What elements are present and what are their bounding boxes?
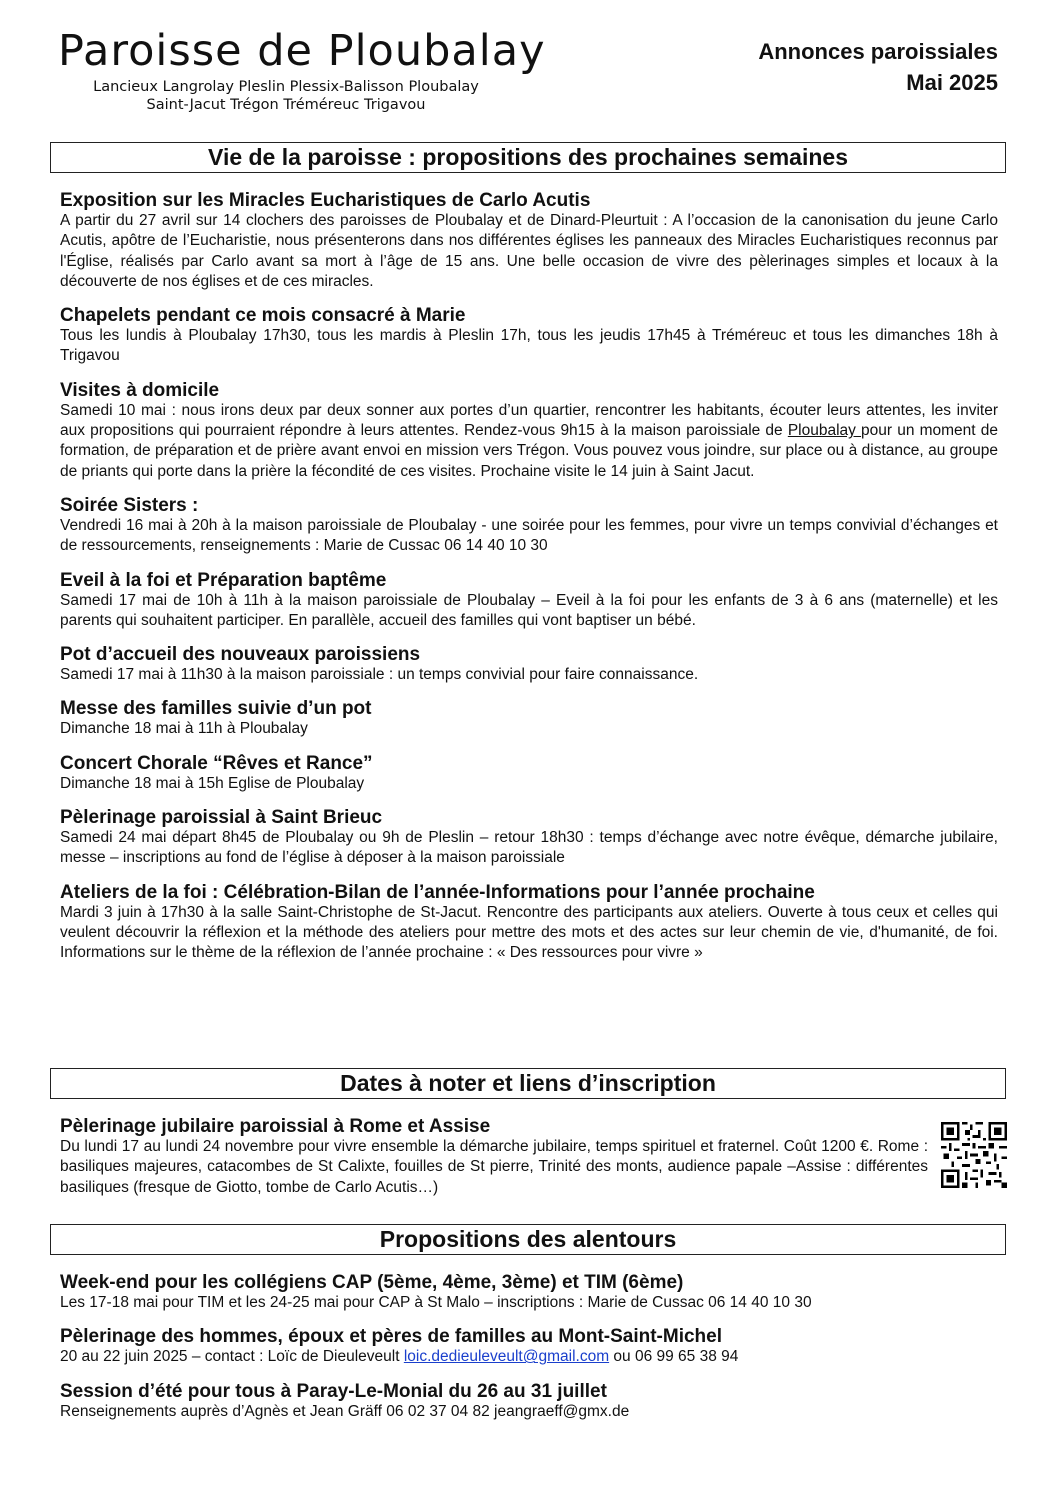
announcement-item <box>60 698 998 739</box>
announcement-text <box>60 401 998 482</box>
section-heading-nearby: Propositions des alentours <box>50 1224 1006 1255</box>
section-heading-parish-life: Vie de la paroisse : propositions des prochaines semaines <box>50 142 1006 173</box>
page-header <box>0 0 1058 130</box>
announcement-text: Vendredi 16 mai à 20h à la maison paroissiale de Ploubalay - une soirée pour les femmes, pour vivre un temps convivial d’échanges et de ressourcements, renseignements : Marie de Cussac 06 14 40 10 30 <box>60 516 998 555</box>
announcement-text: Samedi 17 mai de 10h à 11h à la maison paroissiale de Ploubalay – Eveil à la foi pour les enfants de 3 à 6 ans (maternelle) et les parents qui souhaitent participer. En parallèle, accueil des familles qui vont baptiser un bébé. <box>60 591 998 629</box>
announcement-item <box>60 1326 998 1367</box>
announcement-text: Du lundi 17 au lundi 24 novembre pour vivre ensemble la démarche jubilaire, temps spirituel et fraternel. Coût 1200 €. Rome : basiliques majeures, catacombes de St Calixte, fouilles de St pierre, Trinité des monts, audience papale –Assise : différentes basiliques (fresque de Giotto, tombe de Carlo Acutis…) <box>60 1138 928 1196</box>
document-title: Annonces paroissiales <box>758 39 998 64</box>
document-date: Mai 2025 <box>906 70 998 95</box>
section-dates <box>60 1116 928 1211</box>
announcement-text: Dimanche 18 mai à 15h Eglise de Ploubalay <box>60 774 365 792</box>
announcement-text: Renseignements auprès d’Agnès et Jean Gräff 06 02 37 04 82 jeangraeff@gmx.de <box>60 1402 630 1420</box>
section-heading-dates: Dates à noter et liens d’inscription <box>50 1068 1006 1099</box>
announcement-title: Pèlerinage paroissial à Saint Brieuc <box>60 807 383 829</box>
section-nearby <box>60 1272 998 1435</box>
announcement-title: Visites à domicile <box>60 379 220 401</box>
announcement-title: Session d’été pour tous à Paray-Le-Monial du 26 au 31 juillet <box>60 1380 607 1402</box>
announcement-text-part: Samedi 10 mai : nous irons deux par deux sonner aux portes d’un quartier, rencontrer les habitants, écouter leurs attentes, les inviter aux propositions qui pourraient répondre à leurs attentes. Rendez-vous 9h15 à la maison paroissiale de <box>60 401 998 440</box>
announcement-title: Pèlerinage des hommes, époux et pères de familles au Mont-Saint-Michel <box>60 1326 723 1348</box>
email-link[interactable]: loic.dedieuleveult@gmail.com <box>403 1348 610 1366</box>
parish-towns-line1: Lancieux Langrolay Pleslin Plessix-Balisson Ploubalay <box>93 79 479 95</box>
announcement-title: Week-end pour les collégiens CAP (5ème, 4ème, 3ème) et TIM (6ème) <box>60 1272 684 1293</box>
announcement-title: Chapelets pendant ce mois consacré à Marie <box>60 305 466 327</box>
announcement-item <box>60 753 998 794</box>
section-parish-life <box>60 190 998 977</box>
qr-code-icon[interactable] <box>941 1122 1007 1188</box>
announcement-text-part: 20 au 22 juin 2025 – contact : Loïc de Dieuleveult <box>60 1348 404 1366</box>
announcement-text: Mardi 3 juin à 17h30 à la salle Saint-Christophe de St-Jacut. Rencontre des participants aux ateliers. Ouverte à tous ceux et celles qui veulent découvrir la réflexion et la méthode des ateliers pour mettre des mots et des actes sur leur chemin de vie, d'humanité, de foi. Informations sur le thème de la réflexion de l’année prochaine : « Des ressources pour vivre » <box>60 903 998 962</box>
announcement-item <box>60 807 998 869</box>
announcement-item <box>60 190 998 292</box>
underlined-place: Ploubalay <box>787 422 862 440</box>
announcement-text-part: pour un moment de formation, de préparation et de prière avant envoi en mission vers Trégon. Vous pouvez vous joindre, sur place ou à distance, au groupe de priants qui porte dans la prière la fécondité de ces visites. Prochaine visite le 14 juin à Saint Jacut. <box>60 422 998 480</box>
announcement-text-part: ou 06 99 65 38 94 <box>609 1348 739 1366</box>
announcement-text: A partir du 27 avril sur 14 clochers des paroisses de Ploubalay et de Dinard-Pleurtuit : A l’occasion de la canonisation du jeune Carlo Acutis, apôtre de l’Eucharistie, nous présenterons dans nos différentes églises les panneaux des Miracles Eucharistiques reconnus par l'Église, réalisés par Carlo avant sa mort à l’âge de 15 ans. Une belle occasion de vivre des pèlerinages simples et locaux à la découverte de nos églises et de ces miracles. <box>60 212 998 290</box>
parish-towns-line2: Saint-Jacut Trégon Tréméreuc Trigavou <box>146 97 426 113</box>
parish-name: Paroisse de Ploubalay <box>58 26 546 76</box>
announcement-item <box>60 305 998 367</box>
announcement-text: Les 17-18 mai pour TIM et les 24-25 mai pour CAP à St Malo – inscriptions : Marie de Cussac 06 14 40 10 30 <box>60 1294 812 1311</box>
announcement-title: Messe des familles suivie d’un pot <box>60 698 372 720</box>
announcement-title: Eveil à la foi et Préparation baptême <box>60 569 387 591</box>
announcement-title: Concert Chorale “Rêves et Rance” <box>60 752 373 774</box>
announcement-title: Soirée Sisters : <box>60 494 199 516</box>
announcement-title: Pèlerinage jubilaire paroissial à Rome et Assise <box>60 1116 491 1137</box>
document-heading <box>758 36 998 98</box>
announcement-item <box>60 644 998 685</box>
announcement-text: Tous les lundis à Ploubalay 17h30, tous les mardis à Pleslin 17h, tous les jeudis 17h45 à Tréméreuc et tous les dimanches 18h à Trigavou <box>60 327 998 365</box>
announcement-item <box>60 1381 998 1422</box>
announcement-text: Samedi 17 mai à 11h30 à la maison paroissiale : un temps convivial pour faire connaissance. <box>60 666 699 684</box>
announcement-item <box>60 882 998 964</box>
announcement-text: Dimanche 18 mai à 11h à Ploubalay <box>60 720 308 738</box>
announcement-item <box>60 1272 998 1313</box>
announcement-item <box>60 380 998 482</box>
announcement-item <box>60 570 998 632</box>
announcement-text <box>60 1347 998 1367</box>
announcement-title: Pot d’accueil des nouveaux paroissiens <box>60 644 421 666</box>
announcement-item <box>60 1116 928 1198</box>
announcement-title: Exposition sur les Miracles Eucharistiques de Carlo Acutis <box>60 190 591 211</box>
announcement-text: Samedi 24 mai départ 8h45 de Ploubalay ou 9h de Pleslin – retour 18h30 : temps d’échange avec notre évêque, démarche jubilaire, messe – inscriptions au fond de l’église à déposer à la maison paroissiale <box>60 829 998 867</box>
announcement-item <box>60 495 998 557</box>
announcement-title: Ateliers de la foi : Célébration-Bilan de l’année-Informations pour l’année prochaine <box>60 881 815 903</box>
